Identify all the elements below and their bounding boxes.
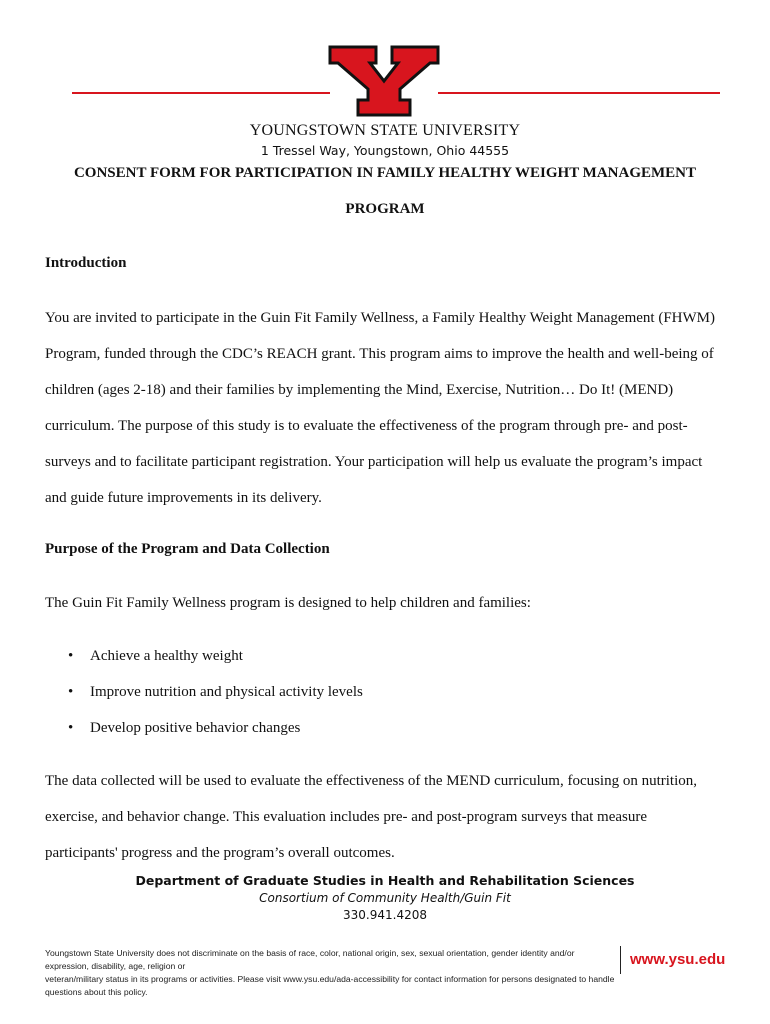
bullet-icon: • [68, 684, 74, 700]
paragraph-line: surveys and to facilitate participant registration. Your participation will help us evaluate the program’s impact [45, 454, 703, 470]
legal-line: Youngstown State University does not discriminate on the basis of race, color, national origin, sex, sexual orientation, gender identity and/or expression, disability, age, religion or [45, 948, 575, 971]
data-collection-paragraph [45, 763, 735, 871]
paragraph-line: and guide future improvements in its delivery. [45, 490, 322, 506]
footer-nondiscrimination-notice [45, 947, 615, 999]
list-item: Improve nutrition and physical activity levels [90, 684, 363, 700]
paragraph-line: Program, funded through the CDC’s REACH grant. This program aims to improve the health and well-being of [45, 346, 714, 362]
list-item: Develop positive behavior changes [90, 720, 301, 736]
paragraph-line: curriculum. The purpose of this study is to evaluate the effectiveness of the program through pre- and post- [45, 418, 688, 434]
university-name: YOUNGSTOWN STATE UNIVERSITY [249, 122, 521, 139]
footer-department: Department of Graduate Studies in Health and Rehabilitation Sciences [135, 873, 635, 888]
paragraph-line: The data collected will be used to evaluate the effectiveness of the MEND curriculum, focusing on nutrition, [45, 773, 698, 789]
form-title-line-2: PROGRAM [345, 201, 425, 217]
paragraph-line: participants' progress and the program’s overall outcomes. [45, 845, 395, 861]
purpose-heading: Purpose of the Program and Data Collection [45, 541, 330, 557]
logo-rule-right [438, 92, 720, 94]
introduction-paragraph [45, 300, 735, 516]
university-address: 1 Tressel Way, Youngstown, Ohio 44555 [260, 143, 510, 158]
purpose-intro: The Guin Fit Family Wellness program is designed to help children and families: [45, 595, 531, 611]
footer-consortium: Consortium of Community Health/Guin Fit [259, 891, 511, 905]
introduction-heading: Introduction [45, 255, 127, 271]
paragraph-line: children (ages 2-18) and their families by implementing the Mind, Exercise, Nutrition… Do It! (MEND) [45, 382, 674, 398]
paragraph-line: You are invited to participate in the Guin Fit Family Wellness, a Family Healthy Weight Management (FHWM) [45, 310, 715, 326]
footer-phone: 330.941.4208 [343, 908, 427, 922]
footer-divider [620, 946, 621, 974]
paragraph-line: exercise, and behavior change. This evaluation includes pre- and post-program surveys that measure [45, 809, 648, 825]
ysu-logo-icon [328, 45, 440, 117]
legal-line: veteran/military status in its programs or activities. Please visit www.ysu.edu/ada-accessibility for contact information for persons designated to handle questions about this policy. [45, 974, 615, 997]
form-title-line-1: CONSENT FORM FOR PARTICIPATION IN FAMILY HEALTHY WEIGHT MANAGEMENT [73, 165, 697, 181]
logo-rule-left [72, 92, 330, 94]
list-item: Achieve a healthy weight [90, 648, 243, 664]
bullet-icon: • [68, 720, 74, 736]
website-link[interactable]: www.ysu.edu [630, 951, 726, 968]
bullet-icon: • [68, 648, 74, 664]
